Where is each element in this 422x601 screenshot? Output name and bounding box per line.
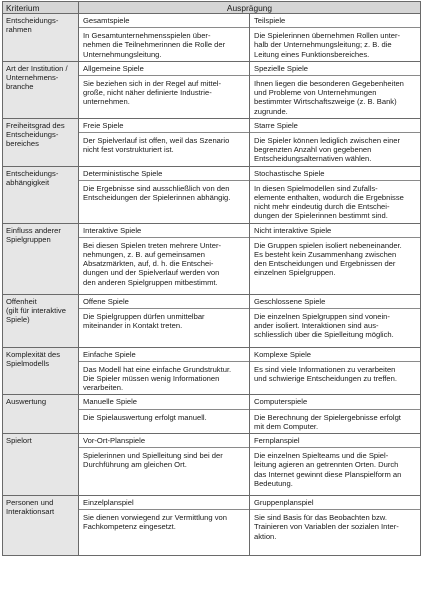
option-content	[79, 224, 249, 289]
option-cell-left	[79, 223, 250, 294]
option-description: Sie beziehen sich in der Regel auf mittel- große, nicht näher definierte Industrie- unternehmen.	[83, 79, 222, 107]
option-cell-right	[250, 434, 421, 496]
option-content	[250, 348, 420, 386]
option-content	[79, 62, 249, 109]
option-name: Freie Spiele	[79, 119, 249, 133]
option-name: Offene Spiele	[79, 295, 249, 309]
table-row	[3, 166, 421, 223]
option-content	[250, 224, 420, 280]
option-cell-left	[79, 61, 250, 118]
option-name: Komplexe Spiele	[250, 348, 420, 362]
option-content	[250, 167, 420, 223]
option-content	[79, 295, 249, 333]
table-body	[3, 14, 421, 556]
criterion-label: Entscheidungs- abhängigkeit	[6, 168, 59, 187]
table-row	[3, 223, 421, 294]
option-description: Sie dienen vorwiegend zur Vermittlung von Fachkompetenz eingesetzt.	[83, 513, 227, 532]
option-description: Bei diesen Spielen treten mehrere Unter- nehmungen, z. B. auf gemeinsamen Absatzmärkten, auf, d. h. die Entschei- dungen und der Spielverlauf werden von den anderen Spielgruppen mitbestimmt.	[83, 240, 222, 287]
option-description: In diesen Spielmodellen sind Zufalls- elemente enthalten, wodurch die Ergebnisse nicht mehr eindeutig durch die Entschei- dungen der Spielerinnen bestimmt sind.	[254, 183, 404, 221]
criterion-cell	[3, 347, 79, 395]
criterion-cell	[3, 395, 79, 434]
option-name: Spezielle Spiele	[250, 62, 420, 76]
option-description: Es sind viele Informationen zu verarbeiten und schwierige Entscheidungen zu treffen.	[254, 364, 397, 384]
option-content	[250, 14, 420, 61]
option-cell-left	[79, 294, 250, 347]
option-cell-right	[250, 118, 421, 166]
criterion-label: Art der Institution / Unternehmens- branche	[6, 63, 68, 92]
table-row	[3, 496, 421, 556]
option-cell-left	[79, 496, 250, 556]
option-cell-left	[79, 347, 250, 395]
option-content	[79, 14, 249, 61]
table-row	[3, 395, 421, 434]
table-row	[3, 14, 421, 62]
option-name: Gesamtspiele	[79, 14, 249, 28]
table-row	[3, 294, 421, 347]
option-content	[250, 62, 420, 118]
option-name: Computerspiele	[250, 395, 420, 409]
option-name: Gruppenplanspiel	[250, 496, 420, 510]
option-name: Nicht interaktive Spiele	[250, 224, 420, 238]
table-header-row	[3, 2, 421, 14]
criterion-cell	[3, 14, 79, 62]
criterion-label: Einfluss anderer Spielgruppen	[6, 225, 61, 244]
option-description: In Gesamtunternehmensspielen über- nehmen die Teilnehmerinnen die Rolle der Unternehmungsleitung.	[83, 31, 226, 59]
option-content	[250, 295, 420, 342]
option-description: Sie sind Basis für das Beobachten bzw. Trainieren von Variablen der sozialen Inter- aktion.	[254, 513, 399, 541]
option-cell-right	[250, 294, 421, 347]
option-name: Vor-Ort-Planspiele	[79, 434, 249, 448]
option-description: Die Spielerinnen übernehmen Rollen unter- halb der Unternehmungsleitung; z. B. die Leitung eines Funktionsbereiches.	[254, 31, 401, 59]
option-description: Die Gruppen spielen isoliert nebeneinander. Es besteht kein Zusammenhang zwischen den Entscheidungen und Ergebnissen der einzelnen Spielgruppen.	[254, 240, 402, 278]
header-kriterium: Kriterium	[3, 2, 79, 14]
option-cell-left	[79, 166, 250, 223]
table-row	[3, 347, 421, 395]
criterion-cell	[3, 434, 79, 496]
option-name: Einzelplanspiel	[79, 496, 249, 510]
criterion-cell	[3, 223, 79, 294]
classification-table-wrapper	[2, 1, 420, 556]
option-cell-right	[250, 14, 421, 62]
option-description: Die Spielgruppen dürfen unmittelbar miteinander in Kontakt treten.	[83, 311, 205, 331]
option-cell-left	[79, 395, 250, 434]
criterion-cell	[3, 118, 79, 166]
option-content	[79, 395, 249, 423]
option-name: Stochastische Spiele	[250, 167, 420, 181]
option-cell-right	[250, 395, 421, 434]
option-description: Der Spielverlauf ist offen, weil das Szenario nicht fest vorstrukturiert ist.	[83, 136, 230, 155]
option-cell-right	[250, 347, 421, 395]
option-name: Manuelle Spiele	[79, 395, 249, 409]
option-cell-left	[79, 14, 250, 62]
option-content	[79, 434, 249, 472]
option-name: Interaktive Spiele	[79, 224, 249, 238]
option-content	[79, 348, 249, 395]
option-cell-right	[250, 223, 421, 294]
criterion-label: Freiheitsgrad des Entscheidungs- bereiches	[6, 120, 65, 149]
option-content	[250, 395, 420, 433]
option-cell-left	[79, 434, 250, 496]
option-content	[250, 496, 420, 543]
header-auspraegung: Ausprägung	[79, 2, 421, 14]
option-description: Die einzelnen Spielgruppen sind vonein- ander isoliert. Interaktionen sind aus- schliesslich über die Spielleitung möglich.	[254, 311, 394, 340]
option-name: Geschlossene Spiele	[250, 295, 420, 309]
option-content	[250, 434, 420, 490]
option-content	[79, 167, 249, 205]
criterion-cell	[3, 61, 79, 118]
option-name: Starre Spiele	[250, 119, 420, 133]
option-name: Deterministische Spiele	[79, 167, 249, 181]
option-description: Die Spieler können lediglich zwischen einer begrenzten Anzahl von gegebenen Entscheidungsalternativen wählen.	[254, 136, 401, 164]
option-name: Fernplanspiel	[250, 434, 420, 448]
option-description: Die Spielauswertung erfolgt manuell.	[83, 412, 207, 422]
table-row	[3, 118, 421, 166]
criterion-cell	[3, 166, 79, 223]
criterion-label: Offenheit (gilt für interaktive Spiele)	[6, 296, 66, 325]
criterion-label: Auswertung	[6, 397, 47, 407]
table-row	[3, 434, 421, 496]
option-description: Ihnen liegen die besonderen Gegebenheiten und Probleme von Unternehmungen bestimmter Wirtschaftszweige (z. B. Bank) zugrunde.	[254, 79, 404, 116]
option-content	[79, 119, 249, 157]
criterion-cell	[3, 496, 79, 556]
option-name: Teilspiele	[250, 14, 420, 28]
option-content	[79, 496, 249, 534]
option-content	[250, 119, 420, 166]
option-description: Das Modell hat eine einfache Grundstruktur. Die Spieler müssen wenig Informationen verarbeiten.	[83, 364, 232, 393]
option-name: Allgemeine Spiele	[79, 62, 249, 76]
criterion-label: Personen und Interaktionsart	[6, 498, 55, 517]
classification-table	[2, 1, 421, 556]
option-description: Die Ergebnisse sind ausschließlich von den Entscheidungen der Spielerinnen abhängig.	[83, 183, 231, 203]
option-cell-right	[250, 496, 421, 556]
table-row	[3, 61, 421, 118]
criterion-label: Komplexität des Spielmodells	[6, 349, 61, 368]
criterion-label: Entscheidungs- rahmen	[6, 16, 59, 35]
option-cell-right	[250, 166, 421, 223]
option-cell-right	[250, 61, 421, 118]
option-cell-left	[79, 118, 250, 166]
criterion-cell	[3, 294, 79, 347]
option-description: Die einzelnen Spielteams und die Spiel- leitung agieren an getrennten Orten. Durch das Internet gewinnt diese Planspielform an Bedeutung.	[254, 451, 402, 488]
option-name: Einfache Spiele	[79, 348, 249, 362]
criterion-label: Spielort	[6, 436, 32, 446]
option-description: Spielerinnen und Spielleitung sind bei der Durchführung am gleichen Ort.	[83, 451, 223, 470]
option-description: Die Berechnung der Spielergebnisse erfolgt mit dem Computer.	[254, 412, 401, 431]
